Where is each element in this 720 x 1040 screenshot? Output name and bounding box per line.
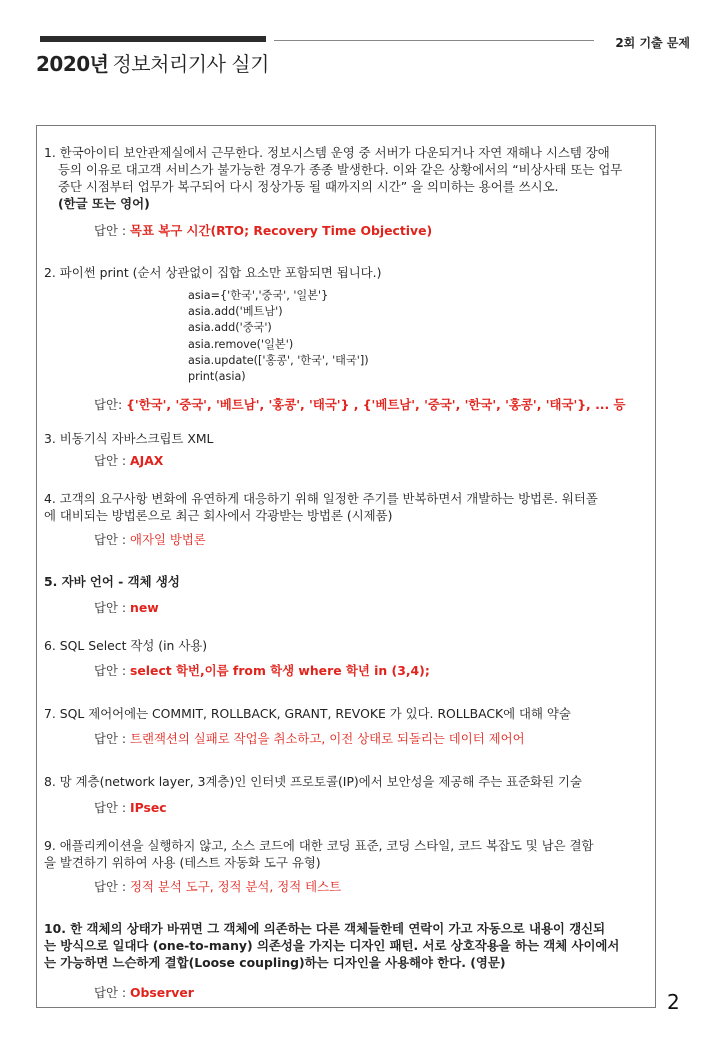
code-line: print(asia) <box>188 370 246 384</box>
exam-session-label: 2회 기출 문제 <box>615 36 690 50</box>
answer-2-value: {'한국', '중국', '베트남', '홍콩', '태국'} , {'베트남', '중국', '한국', '홍콩', '태국'}, ... 등 <box>126 397 626 412</box>
answer-7-prefix: 답안 : <box>94 731 127 746</box>
question-10-line-2: 는 방식으로 일대다 (one-to-many) 의존성을 가지는 디자인 패턴. 서로 상호작용을 하는 객체 사이에서 <box>44 938 620 953</box>
answer-6-prefix: 답안 : <box>94 663 127 678</box>
question-9 <box>44 837 662 871</box>
question-6: 6. SQL Select 작성 (in 사용) <box>44 638 208 653</box>
page-number: 2 <box>667 990 680 1014</box>
answer-5-value: new <box>130 600 159 615</box>
answer-7-value: 트랜잭션의 실패로 작업을 취소하고, 이전 상태로 되돌리는 데이터 제어어 <box>130 731 525 746</box>
answer-10-value: Observer <box>130 985 194 1000</box>
page-title-subject: 정보처리기사 실기 <box>112 52 269 76</box>
question-8: 8. 망 계층(network layer, 3계층)인 인터넷 프로토콜(IP)에서 보안성을 제공해 주는 표준화된 기술 <box>44 774 582 789</box>
answer-4 <box>94 530 206 548</box>
answer-10-prefix: 답안 : <box>94 985 127 1000</box>
answer-1 <box>94 221 432 239</box>
question-2: 2. 파이썬 print (순서 상관없이 집합 요소만 포함되면 됩니다.) <box>44 265 382 280</box>
code-line: asia.remove('일본') <box>188 337 294 351</box>
answer-8 <box>94 798 167 816</box>
answer-3-value: AJAX <box>130 453 164 468</box>
code-line: asia.update(['홍콩', '한국', '태국']) <box>188 353 369 367</box>
answer-8-value: IPsec <box>130 800 167 815</box>
answer-4-prefix: 답안 : <box>94 532 127 547</box>
answer-4-value: 애자일 방법론 <box>130 532 206 547</box>
code-line: asia.add('중국') <box>188 321 272 335</box>
question-4-line-2: 에 대비되는 방법론으로 최근 회사에서 각광받는 방법론 (시제품) <box>44 508 393 523</box>
answer-10 <box>94 983 194 1001</box>
answer-5-prefix: 답안 : <box>94 600 127 615</box>
code-line: asia={'한국','중국', '일본'} <box>188 289 329 302</box>
answer-6 <box>94 661 430 679</box>
question-9-line-1: 9. 애플리케이션을 실행하지 않고, 소스 코드에 대한 코딩 표준, 코딩 스타일, 코드 복잡도 및 남은 결함 <box>44 838 594 853</box>
question-1-line-3: 중단 시점부터 업무가 복구되어 다시 정상가동 될 때까지의 시간” 을 의미하는 용어를 쓰시오. <box>58 179 559 194</box>
answer-2-prefix: 답안: <box>94 397 123 412</box>
question-4 <box>44 490 662 524</box>
question-10-line-3: 는 가능하면 느슨하게 결합(Loose coupling)하는 디자인을 사용해야 한다. (영문) <box>44 955 506 970</box>
question-5: 5. 자바 언어 - 객체 생성 <box>44 574 180 589</box>
question-4-line-1: 4. 고객의 요구사항 변화에 유연하게 대응하기 위해 일정한 주기를 반복하면서 개발하는 방법론. 워터폴 <box>44 491 598 506</box>
answer-1-prefix: 답안 : <box>94 223 127 238</box>
page-title-year: 2020년 <box>36 52 109 76</box>
question-10 <box>44 920 662 971</box>
question-1-line-4: (한글 또는 영어) <box>58 196 150 211</box>
header-accent-bar <box>40 36 266 42</box>
question-1 <box>44 144 662 212</box>
answer-7 <box>94 729 525 747</box>
answer-3-prefix: 답안 : <box>94 453 127 468</box>
answer-9-value: 정적 분석 도구, 정적 분석, 정적 테스트 <box>130 879 342 894</box>
answer-3 <box>94 451 163 469</box>
answer-2 <box>94 395 625 413</box>
answer-6-value: select 학번,이름 from 학생 where 학년 in (3,4); <box>130 663 430 678</box>
answer-1-value: 목표 복구 시간(RTO; Recovery Time Objective) <box>130 223 433 238</box>
question-3: 3. 비동기식 자바스크립트 XML <box>44 431 214 446</box>
question-9-line-2: 을 발견하기 위하여 사용 (테스트 자동화 도구 유형) <box>44 855 321 870</box>
question-2-code <box>188 288 369 385</box>
page-title <box>36 48 269 77</box>
header-divider <box>274 40 594 41</box>
question-10-line-1: 10. 한 객체의 상태가 바뀌면 그 객체에 의존하는 다른 객체들한테 연락이 가고 자동으로 내용이 갱신되 <box>44 921 606 936</box>
question-1-line-2: 등의 이유로 대고객 서비스가 불가능한 경우가 종종 발생한다. 이와 같은 상황에서의 “비상사태 또는 업무 <box>58 162 623 177</box>
answer-9-prefix: 답안 : <box>94 879 127 894</box>
answer-5 <box>94 598 159 616</box>
question-1-line-1: 1. 한국아이티 보안관제실에서 근무한다. 정보시스템 운영 중 서버가 다운되거나 자연 재해나 시스템 장애 <box>44 145 610 160</box>
answer-8-prefix: 답안 : <box>94 800 127 815</box>
question-7: 7. SQL 제어어에는 COMMIT, ROLLBACK, GRANT, REVOKE 가 있다. ROLLBACK에 대해 약술 <box>44 706 571 721</box>
answer-9 <box>94 877 341 895</box>
questions-box <box>36 125 656 1008</box>
code-line: asia.add('베트남') <box>188 305 283 319</box>
